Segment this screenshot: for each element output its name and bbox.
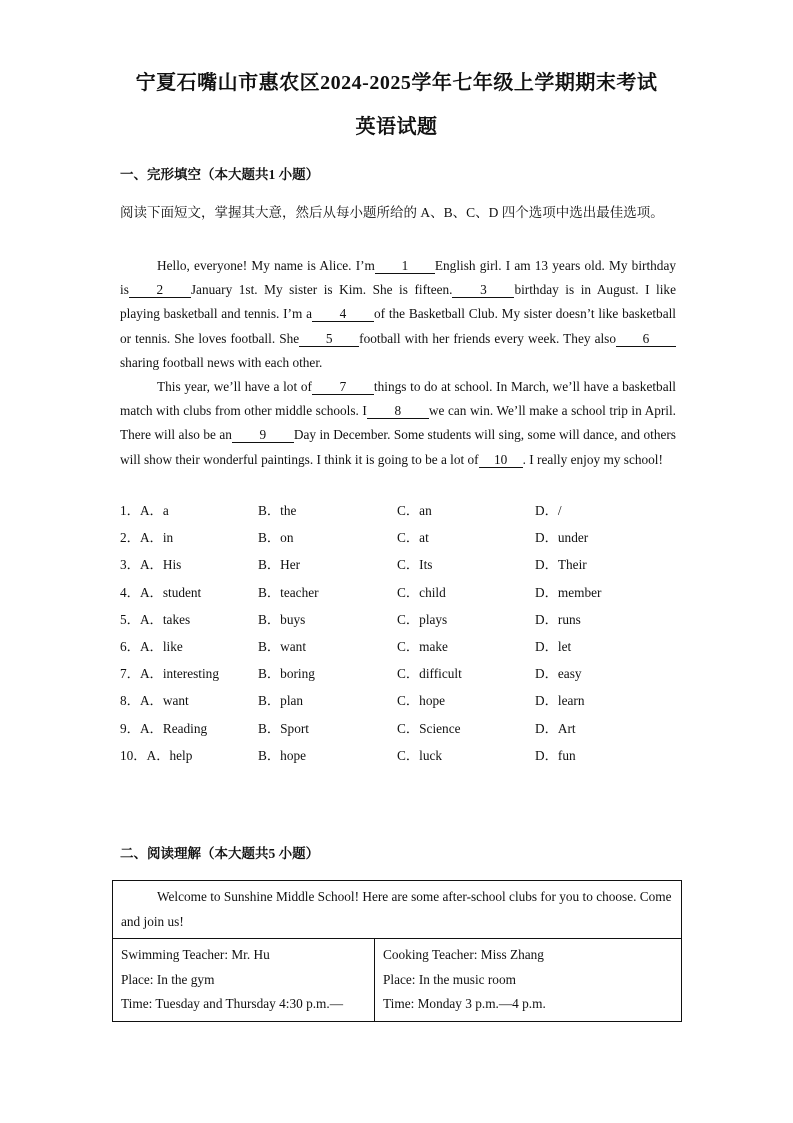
option-a: 4．A．student (120, 584, 202, 600)
option-row (120, 636, 680, 656)
clubs-intro-text: Welcome to Sunshine Middle School! Here are some after-school clubs for you to choose. Come and join us! (121, 889, 672, 929)
option-a: 10．A．help (120, 747, 193, 763)
option-c: C．hope (397, 693, 446, 709)
option-row (120, 582, 680, 602)
option-b: B．plan (258, 693, 304, 709)
option-d: D．under (535, 530, 589, 546)
page-title: 宁夏石嘴山市惠农区2024-2025学年七年级上学期期末考试 (135, 72, 658, 94)
option-b: B．buys (258, 611, 306, 627)
option-b: B．teacher (258, 584, 319, 600)
swimming-time: Time: Tuesday and Thursday 4:30 p.m.— (121, 996, 344, 1011)
option-c: C．Science (397, 720, 461, 736)
blank-3: 3 (452, 282, 514, 298)
section2-heading: 二、阅读理解（本大题共5 小题） (120, 846, 320, 861)
cooking-club-cell (375, 939, 682, 1022)
cloze-paragraph-2: This year, we’ll have a lot of 7 things to do at school. In March, we’ll have a basketball match with clubs from other middle schools. I 8 we can win. We’ll make a school trip in April. There will also be an 9 Day in December. Some students will sing, some will dance, and others will show their wonderful paintings. I think it is going to be a lot of 10 . I really enjoy my school! (120, 379, 676, 467)
swimming-club-cell (113, 939, 375, 1022)
option-d: D．/ (535, 503, 562, 518)
option-c: C．child (397, 584, 446, 600)
clubs-detail-row (113, 939, 682, 1022)
cooking-time: Time: Monday 3 p.m.—4 p.m. (383, 996, 546, 1011)
cloze-paragraph-1: Hello, everyone! My name is Alice. I’m 1 English girl. I am 13 years old. My birthday is 2 January 1st. My sister is Kim. She is fifteen. 3 birthday is in August. I like playing basketball and tennis. I’m a 4 of the Basketball Club. My sister doesn’t like basketball or tennis. She loves football. She 5 football with her friends every week. They also 6sharing football news with each other. (120, 258, 676, 370)
blank-1: 1 (375, 258, 435, 274)
option-c: C．at (397, 530, 429, 546)
swimming-place: Place: In the gym (121, 971, 215, 987)
option-d: D．easy (535, 666, 582, 682)
option-b: B．boring (258, 666, 315, 682)
option-row (120, 554, 680, 574)
option-c: C．plays (397, 611, 448, 627)
blank-10: 10 (479, 452, 523, 468)
option-d: D．runs (535, 611, 581, 627)
blank-9: 9 (232, 427, 294, 443)
option-b: B．want (258, 639, 307, 654)
cooking-teacher: Cooking Teacher: Miss Zhang (383, 947, 544, 962)
option-row (120, 500, 680, 520)
option-row (120, 609, 680, 629)
option-row (120, 663, 680, 683)
blank-4: 4 (312, 306, 374, 322)
option-c: C．difficult (397, 666, 462, 682)
option-d: D．let (535, 639, 572, 654)
option-a: 6．A．like (120, 639, 183, 654)
option-c: C．make (397, 639, 448, 654)
section1-heading: 一、完形填空（本大题共1 小题） (120, 167, 320, 182)
option-b: B．hope (258, 747, 307, 763)
option-c: C．Its (397, 557, 433, 573)
option-d: D．Art (535, 720, 576, 736)
section1-instruction: 阅读下面短文，掌握其大意，然后从每小题所给的 A、B、C、D 四个选项中选出最佳选项。 (120, 205, 664, 220)
option-b: B．Her (258, 557, 301, 573)
option-a: 2．A．in (120, 530, 174, 546)
option-row (120, 718, 680, 738)
option-a: 7．A．interesting (120, 666, 219, 682)
option-d: D．fun (535, 747, 576, 763)
blank-7: 7 (312, 379, 374, 395)
option-d: D．Their (535, 557, 587, 573)
option-a: 5．A．takes (120, 611, 191, 627)
option-c: C．luck (397, 747, 443, 763)
swimming-teacher: Swimming Teacher: Mr. Hu (121, 947, 270, 962)
option-d: D．member (535, 584, 602, 600)
clubs-table (112, 880, 682, 1022)
option-a: 8．A．want (120, 693, 189, 709)
option-row (120, 745, 680, 765)
option-b: B．the (258, 503, 297, 518)
blank-6: 6 (616, 331, 676, 347)
clubs-intro-row (113, 881, 682, 939)
option-b: B．on (258, 530, 294, 546)
blank-5: 5 (299, 331, 359, 347)
page-subtitle: 英语试题 (355, 116, 438, 138)
cooking-place: Place: In the music room (383, 971, 516, 987)
option-row (120, 527, 680, 547)
option-a: 9．A．Reading (120, 720, 208, 736)
option-c: C．an (397, 503, 432, 518)
clubs-intro-cell (113, 881, 682, 939)
option-b: B．Sport (258, 720, 309, 736)
option-d: D．learn (535, 693, 585, 709)
blank-8: 8 (367, 403, 429, 419)
option-a: 3．A．His (120, 557, 182, 573)
option-a: 1．A．a (120, 503, 169, 518)
blank-2: 2 (129, 282, 191, 298)
option-row (120, 690, 680, 710)
